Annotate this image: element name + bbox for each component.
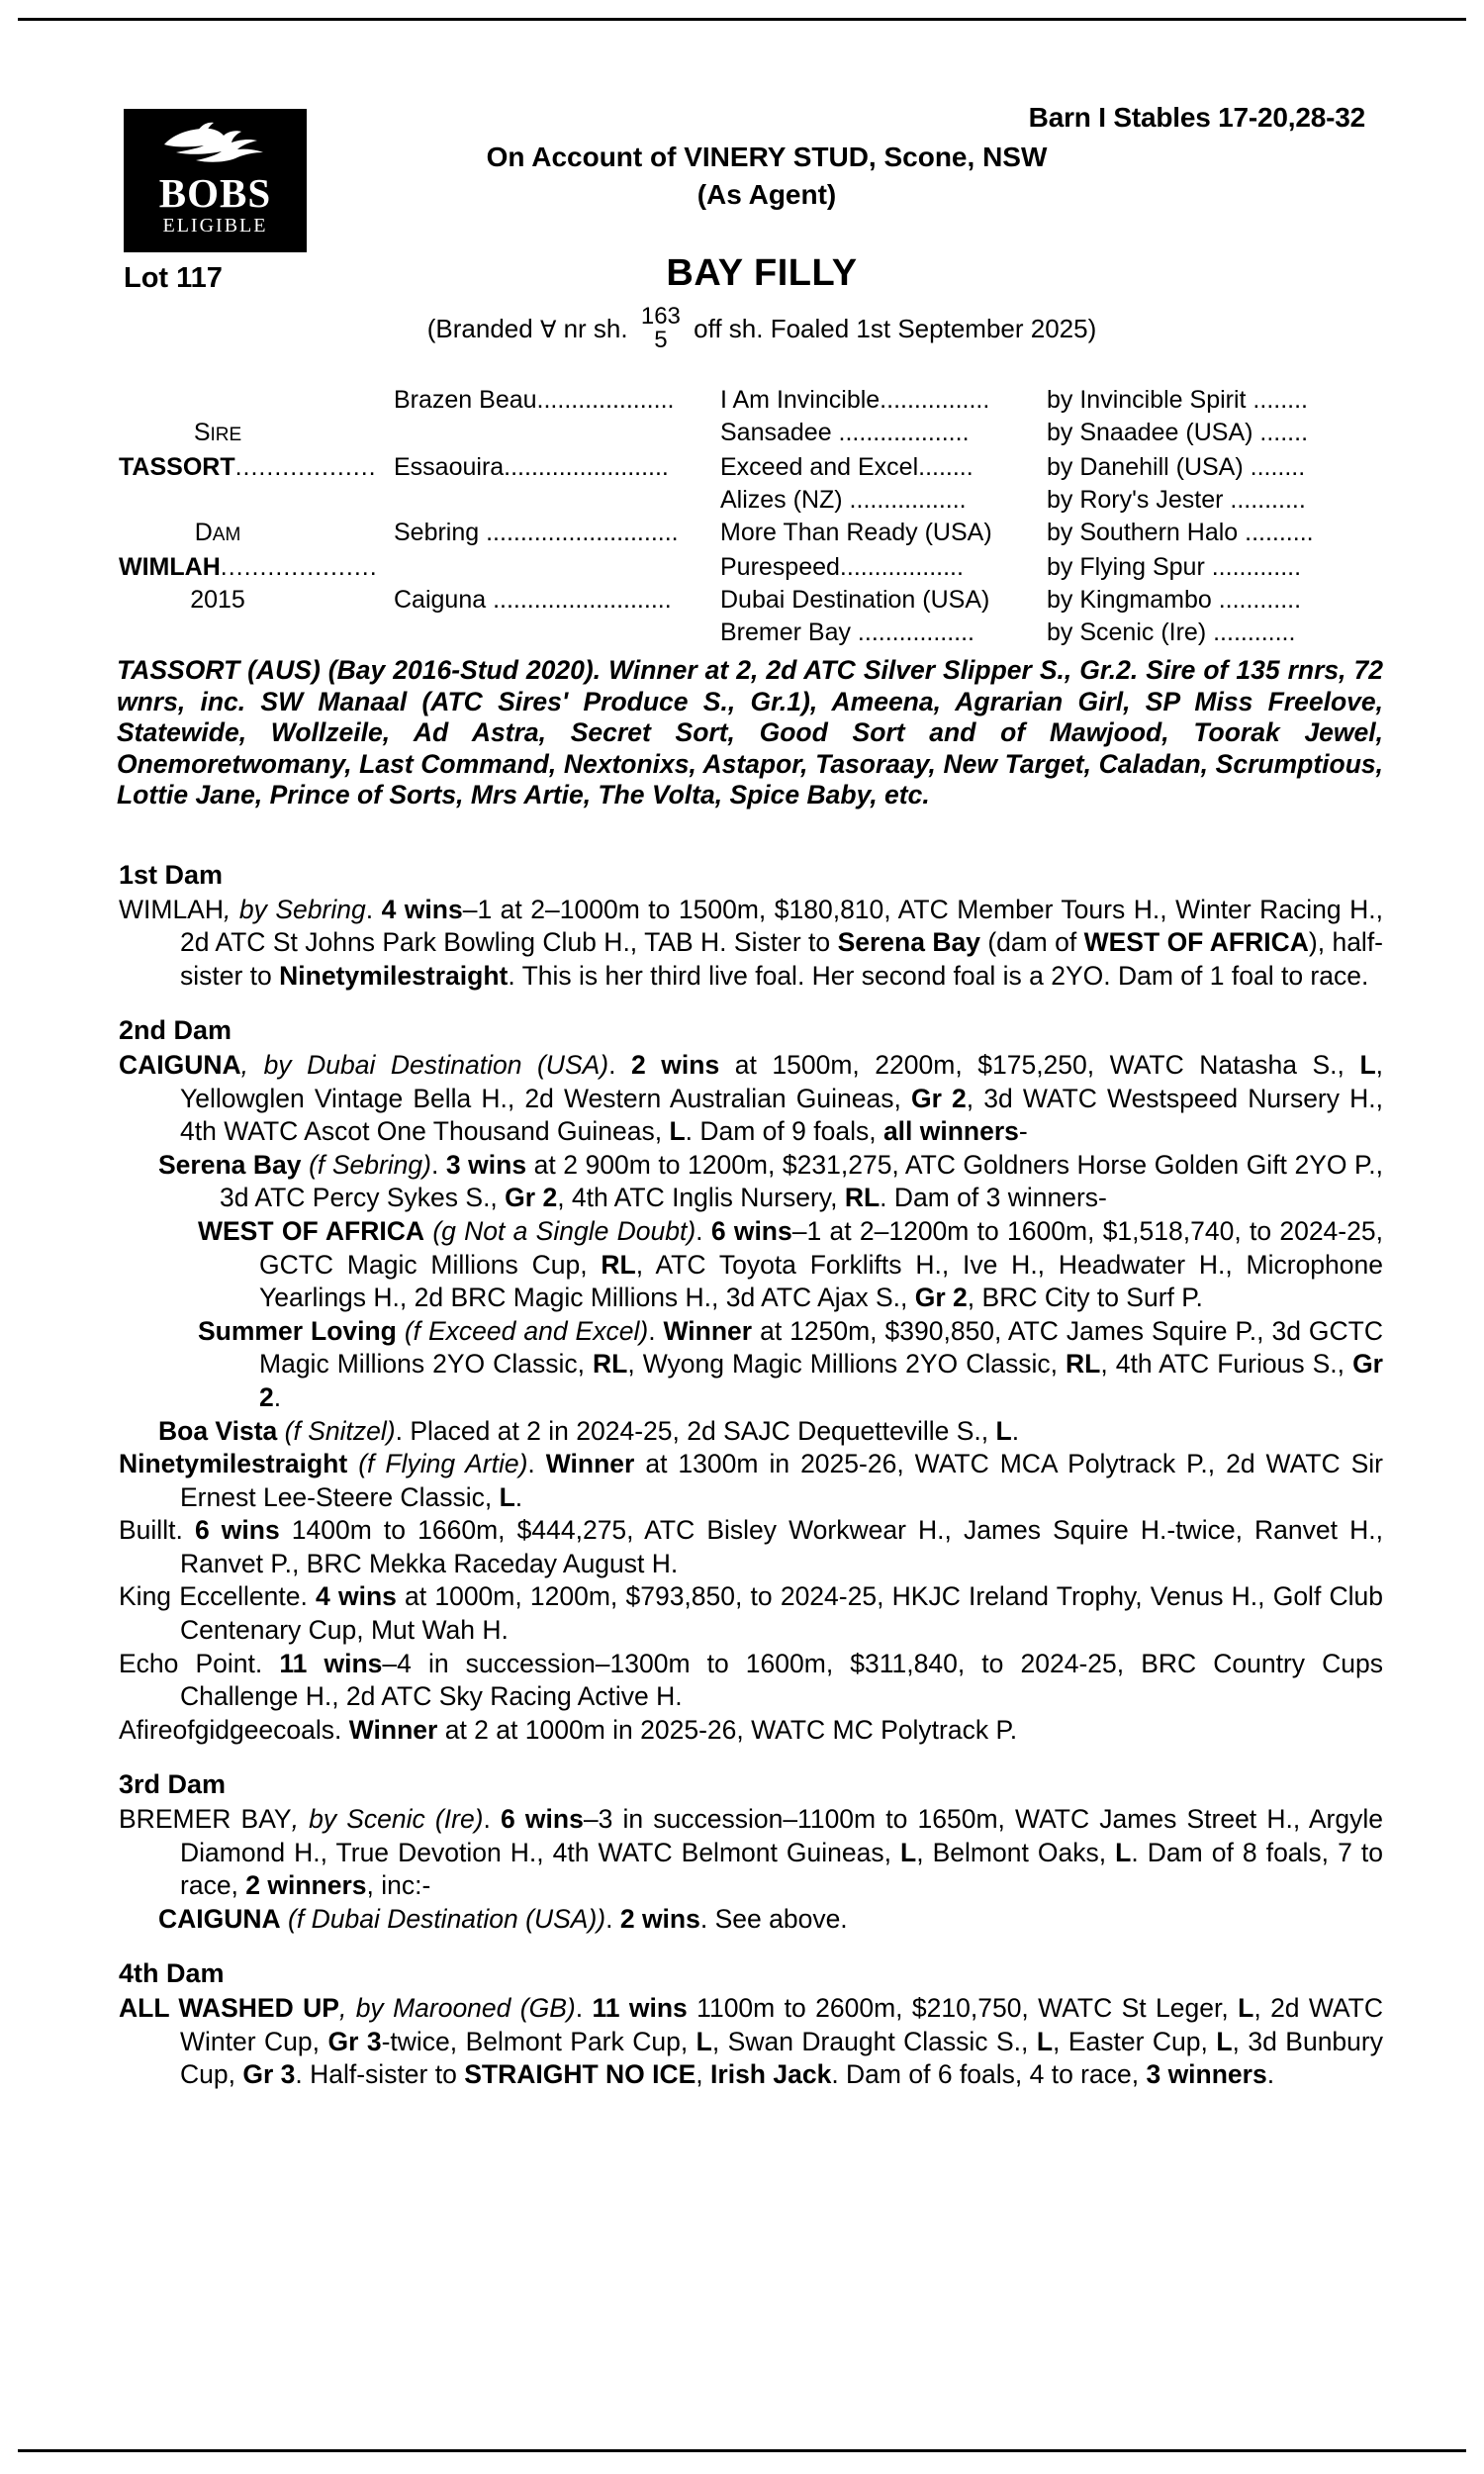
as-agent-line: (As Agent)	[696, 179, 837, 210]
pedigree-row	[119, 417, 1375, 451]
pedigree-gen3: Dubai Destination (USA)	[720, 586, 990, 614]
progeny-buillt: Buillt. 6 wins 1400m to 1660m, $444,275, ATC Bisley Workwear H., James Squire H.-twice, Ranvet H., Ranvet P., BRC Mekka Raceday August H.	[119, 1515, 1383, 1578]
page-top-rule	[18, 18, 1466, 21]
pedigree-gen3: Exceed and Excel........	[720, 453, 974, 481]
pedigree-sire-name-cell	[119, 451, 394, 484]
pedigree-gen4: by Invincible Spirit ........	[1047, 386, 1308, 414]
pedigree-gen4: by Kingmambo ............	[1047, 586, 1302, 614]
page-title: BAY FILLY	[666, 252, 858, 294]
dam-dots: ....................	[220, 553, 378, 581]
first-dam-sire: , by Sebring	[224, 894, 366, 924]
third-dam-heading: 3rd Dam	[119, 1769, 227, 1800]
pedigree-gen2: Essaouira........................	[394, 453, 669, 481]
pedigree-gen3: Sansadee ...................	[720, 419, 970, 446]
on-account-of-line: On Account of VINERY STUD, Scone, NSW	[486, 142, 1048, 172]
pedigree-col-spacer	[119, 484, 394, 517]
dam-label: DAM	[194, 519, 241, 546]
pedigree-gen4: by Danehill (USA) ........	[1047, 453, 1306, 481]
sire-name: TASSORT	[119, 453, 235, 481]
pedigree-dam-label-cell	[119, 517, 394, 551]
sire-summary-paragraph: TASSORT (AUS) (Bay 2016-Stud 2020). Winner at 2, 2d ATC Silver Slipper S., Gr.2. Sire of 135 rnrs, 72 wnrs, inc. SW Manaal (ATC Sires' Produce S., Gr.1), Ameena, Agrarian Girl, SP Miss Freelove, Statewide, Wollzeile, Ad Astra, Secret Sort, Good Sort and of Mawjood, Toorak Jewel, Onemoretwomany, Last Command, Nextonixs, Astapor, Tasoraay, New Target, Caladan, Scrumptious, Lottie Jane, Prince of Sorts, Mrs Artie, The Volta, Spice Baby, etc.	[117, 655, 1383, 809]
dam-year: 2015	[190, 586, 245, 614]
pedigree-gen3: Bremer Bay .................	[720, 618, 975, 646]
pedigree-col-spacer	[119, 617, 394, 649]
pedigree-row	[119, 551, 1375, 584]
pedigree-dam-year-cell	[119, 584, 394, 617]
fourth-dam-heading: 4th Dam	[119, 1958, 225, 1989]
pedigree-gen2	[394, 417, 720, 451]
progeny-west-of-africa: WEST OF AFRICA (g Not a Single Doubt). 6 wins–1 at 2–1200m to 1600m, $1,518,740, to 2024-25, GCTC Magic Millions Cup, RL, ATC Toyota Forklifts H., Ive H., Headwater H., Microphone Yearlings H., 2d BRC Magic Millions H., 3d ATC Ajax S., Gr 2, BRC City to Surf P.	[198, 1215, 1383, 1313]
third-dam-name: BREMER BAY	[119, 1804, 292, 1835]
pedigree-gen3: I Am Invincible................	[720, 386, 990, 414]
progeny-afireofgidgeecoals: Afireofgidgeecoals. Winner at 2 at 1000m in 2025-26, WATC MC Polytrack P.	[119, 1714, 1018, 1745]
brand-suffix: off sh. Foaled 1st September 2025)	[694, 313, 1097, 343]
brand-mid: nr sh.	[563, 313, 628, 343]
pedigree-gen2: Caiguna ..........................	[394, 586, 672, 614]
page-bottom-rule	[18, 2449, 1466, 2452]
pedigree-gen2	[394, 551, 720, 584]
pedigree-dam-name-cell	[119, 551, 394, 584]
pedigree-row	[119, 384, 1375, 417]
pedigree-table	[119, 384, 1375, 649]
bobs-logo-title: BOBS	[158, 170, 272, 216]
pedigree-gen3: More Than Ready (USA)	[720, 519, 992, 546]
second-dam-paragraph: CAIGUNA, by Dubai Destination (USA). 2 wins at 1500m, 2200m, $175,250, WATC Natasha S., L, Yellowglen Vintage Bella H., 2d Western Australian Guineas, Gr 2, 3d WATC Westspeed Nursery H., 4th WATC Ascot One Thousand Guineas, L. Dam of 9 foals, all winners-	[119, 1049, 1383, 1147]
progeny-echo-point: Echo Point. 11 wins–4 in succession–1300m to 1600m, $311,840, to 2024-25, BRC Country Cups Challenge H., 2d ATC Sky Racing Active H.	[119, 1648, 1383, 1712]
pedigree-gen4: by Rory's Jester ...........	[1047, 486, 1306, 514]
pedigree-sire-label-cell	[119, 417, 394, 451]
bobs-logo-subtitle: ELIGIBLE	[162, 215, 268, 237]
progeny-ninetymilestraight: Ninetymilestraight (f Flying Artie). Winner at 1300m in 2025-26, WATC MCA Polytrack P., 2d WATC Sir Ernest Lee-Steere Classic, L.	[119, 1449, 1383, 1512]
pedigree-col-sire	[119, 384, 394, 417]
pedigree-row	[119, 451, 1375, 484]
sire-dots: ..................	[234, 453, 377, 481]
fourth-dam-paragraph: ALL WASHED UP, by Marooned (GB). 11 wins 1100m to 2600m, $210,750, WATC St Leger, L, 2d WATC Winter Cup, Gr 3-twice, Belmont Park Cup, L, Swan Draught Classic S., L, Easter Cup, L, 3d Bunbury Cup, Gr 3. Half-sister to STRAIGHT NO ICE, Irish Jack. Dam of 6 foals, 4 to race, 3 winners.	[119, 1993, 1383, 2090]
third-dam-child-caiguna: CAIGUNA (f Dubai Destination (USA)). 2 wins. See above.	[158, 1903, 848, 1934]
pedigree-row	[119, 584, 1375, 617]
pedigree-gen2	[394, 484, 720, 517]
progeny-king-eccellente: King Eccellente. 4 wins at 1000m, 1200m, $793,850, to 2024-25, HKJC Ireland Trophy, Venus H., Golf Club Centenary Cup, Mut Wah H.	[119, 1581, 1383, 1646]
fourth-dam-name: ALL WASHED UP	[119, 1993, 339, 2023]
first-dam-name: WIMLAH	[119, 894, 224, 924]
pedigree-gen3: Alizes (NZ) .................	[720, 486, 967, 514]
lot-number: Lot 117	[124, 262, 223, 294]
pedigree-gen4: by Southern Halo ..........	[1047, 519, 1314, 546]
brand-number-fraction	[641, 305, 681, 352]
progeny-serena-bay: Serena Bay (f Sebring). 3 wins at 2 900m to 1200m, $231,275, ATC Goldners Horse Golden Gift 2YO P., 3d ATC Percy Sykes S., Gr 2, 4th ATC Inglis Nursery, RL. Dam of 3 winners-	[158, 1149, 1383, 1213]
dam-name: WIMLAH	[119, 553, 221, 581]
pedigree-gen4: by Snaadee (USA) .......	[1047, 419, 1309, 446]
brand-number-numerator: 163	[640, 303, 681, 330]
barn-stables-line: Barn I Stables 17-20,28-32	[1028, 102, 1365, 133]
progeny-summer-loving: Summer Loving (f Exceed and Excel). Winner at 1250m, $390,850, ATC James Squire P., 3d GCTC Magic Millions 2YO Classic, RL, Wyong Magic Millions 2YO Classic, RL, 4th ATC Furious S., Gr 2.	[198, 1315, 1383, 1412]
second-dam-heading: 2nd Dam	[119, 1015, 232, 1046]
branding-foaling-line	[0, 303, 1484, 354]
pedigree-gen3: Purespeed..................	[720, 553, 964, 581]
first-dam-wins: 4 wins	[381, 894, 463, 924]
first-dam-paragraph: WIMLAH, by Sebring. 4 wins–1 at 2–1000m to 1500m, $180,810, ATC Member Tours H., Winter Racing H., 2d ATC St Johns Park Bowling Club H., TAB H. Sister to Serena Bay (dam of WEST OF AFRICA), half-sister to Ninetymilestraight. This is her third live foal. Her second foal is a 2YO. Dam of 1 foal to race.	[119, 894, 1384, 991]
pedigree-narrative	[119, 853, 1383, 2092]
pedigree-gen4: by Scenic (Ire) ............	[1047, 618, 1296, 646]
brand-prefix: (Branded	[426, 313, 533, 343]
pedigree-gen2: Brazen Beau....................	[394, 386, 675, 414]
brand-symbol-icon: ∀	[539, 315, 557, 343]
page-header	[0, 94, 1484, 353]
third-dam-paragraph: BREMER BAY, by Scenic (Ire). 6 wins–3 in succession–1100m to 1650m, WATC James Street H., Argyle Diamond H., True Devotion H., 4th WATC Belmont Guineas, L, Belmont Oaks, L. Dam of 8 foals, 7 to race, 2 winners, inc:-	[119, 1804, 1383, 1901]
second-dam-name: CAIGUNA	[119, 1049, 241, 1080]
brand-number-denominator: 5	[654, 327, 668, 353]
pedigree-row	[119, 617, 1375, 649]
sire-label: SIRE	[193, 419, 242, 446]
pedigree-row	[119, 517, 1375, 551]
pedigree-gen2: Sebring ............................	[394, 519, 679, 546]
pedigree-gen2	[394, 617, 720, 649]
pedigree-row	[119, 484, 1375, 517]
pedigree-gen4: by Flying Spur .............	[1047, 553, 1302, 581]
progeny-boa-vista: Boa Vista (f Snitzel). Placed at 2 in 2024-25, 2d SAJC Dequetteville S., L.	[158, 1415, 1020, 1446]
first-dam-heading: 1st Dam	[119, 860, 224, 890]
